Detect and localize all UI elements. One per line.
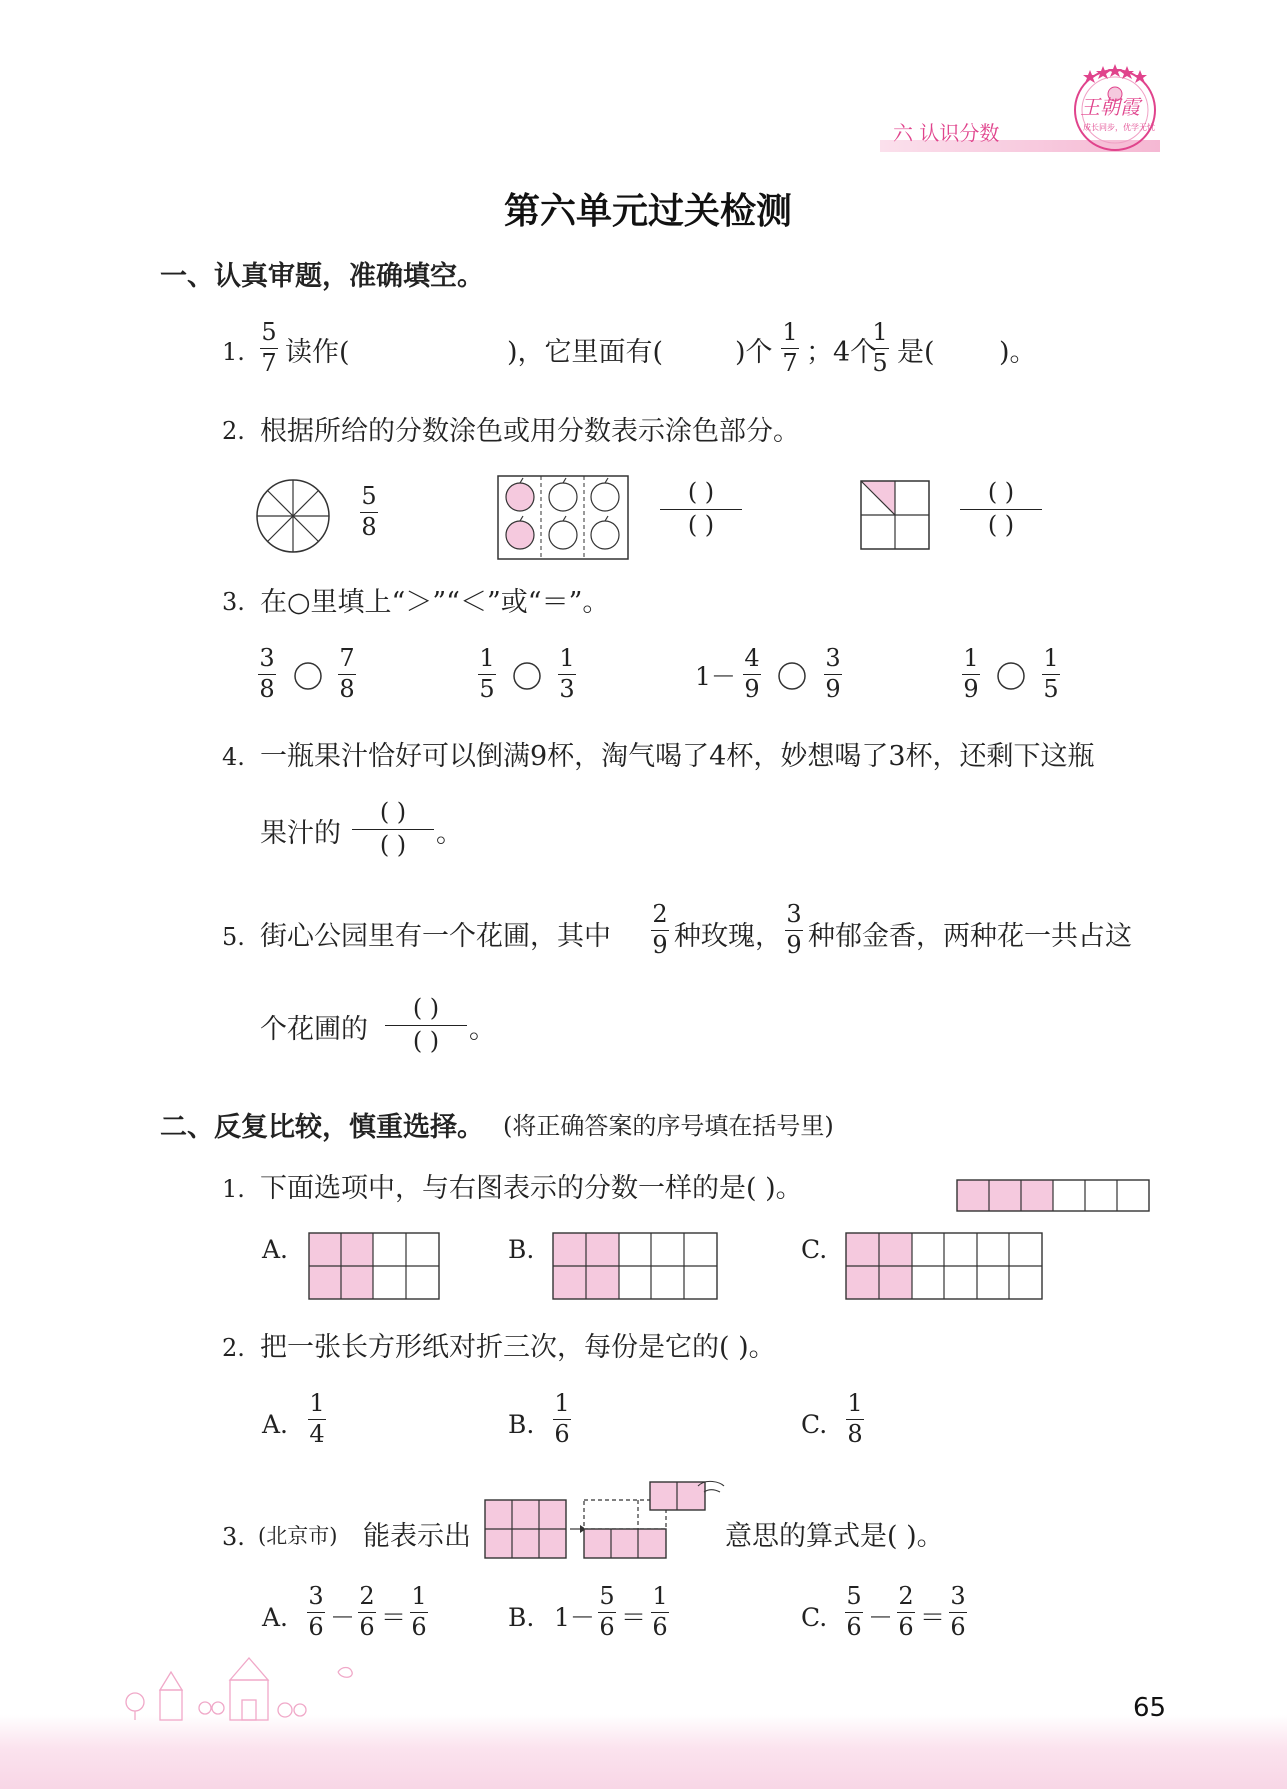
reference-strip-figure <box>956 1179 1150 1212</box>
q1-text: )个 <box>735 337 773 368</box>
option-label[interactable]: A. <box>262 1235 289 1264</box>
brand-subtitle: 成长同步，优学无忧 <box>1083 123 1155 132</box>
fraction: 3 8 <box>259 644 275 704</box>
fraction: 2 9 <box>652 900 668 960</box>
fraction: 1 5 <box>872 318 888 378</box>
q5-text: 种郁金香，两种花一共占这 <box>808 921 1132 952</box>
q3-number: 3. <box>222 588 245 616</box>
q1-text: 是( <box>897 337 935 368</box>
fold-diagram-figure <box>484 1480 729 1560</box>
q5-text: 种玫瑰， <box>674 921 782 952</box>
fraction: 1 6 <box>554 1389 570 1449</box>
fraction: 1 5 <box>479 644 495 704</box>
square-grid-figure <box>860 480 930 550</box>
q4-number: 4. <box>222 743 245 771</box>
chapter-label: 六 认识分数 <box>893 121 1000 145</box>
fraction: 1 4 <box>309 1389 325 1449</box>
fraction: 3 9 <box>786 900 802 960</box>
fraction: 1 8 <box>847 1389 863 1449</box>
apples-figure <box>497 475 629 560</box>
q2-number: 2. <box>222 417 245 445</box>
section1-heading: 一、认真审题，准确填空。 <box>160 261 484 292</box>
operator: ＝ <box>621 1603 647 1632</box>
fraction: 1 6 <box>652 1582 668 1642</box>
compare-circle[interactable] <box>512 661 542 691</box>
option-label[interactable]: A. <box>262 1410 289 1439</box>
page-number: 65 <box>1133 1693 1167 1723</box>
q1-text: ；4个 <box>806 337 878 368</box>
option-label[interactable]: B. <box>508 1235 535 1264</box>
section2-note: (将正确答案的序号填在括号里) <box>503 1112 834 1140</box>
answer-fraction-blank[interactable]: ( ) ( ) <box>660 480 742 538</box>
s2q2-text: 把一张长方形纸对折三次，每份是它的( )。 <box>260 1332 776 1363</box>
operator: ＝ <box>920 1603 946 1632</box>
castle-decoration-icon <box>120 1650 380 1720</box>
option-label[interactable]: B. <box>508 1603 535 1632</box>
fraction: 5 7 <box>261 318 277 378</box>
q4-text: 果汁的 <box>260 818 341 849</box>
q5-text: 街心公园里有一个花圃，其中 <box>260 921 611 952</box>
option-label[interactable]: C. <box>801 1410 828 1439</box>
q4-text: 一瓶果汁恰好可以倒满9杯，淘气喝了4杯，妙想喝了3杯，还剩下这瓶 <box>260 741 1095 772</box>
q1-number: 1. <box>222 338 245 366</box>
fraction: 1 7 <box>782 318 798 378</box>
option-label[interactable]: A. <box>262 1603 289 1632</box>
fraction: 3 6 <box>950 1582 966 1642</box>
fraction: 1 3 <box>559 644 575 704</box>
operator: － <box>868 1603 894 1632</box>
footer-band <box>0 1715 1287 1789</box>
s2q3-number: 3. <box>222 1523 245 1551</box>
q2-text: 根据所给的分数涂色或用分数表示涂色部分。 <box>260 416 800 447</box>
q1-text: 读作( <box>285 337 350 368</box>
option-label[interactable]: C. <box>801 1603 828 1632</box>
q5-text: 个花圃的 <box>260 1014 368 1045</box>
q4-end: 。 <box>436 818 463 849</box>
option-c-grid[interactable] <box>845 1232 1043 1300</box>
option-b-grid[interactable] <box>552 1232 718 1300</box>
q5-end: 。 <box>469 1014 496 1045</box>
answer-fraction-blank[interactable]: ( ) ( ) <box>385 996 467 1054</box>
operator: 1－ <box>554 1603 595 1632</box>
fraction: 5 6 <box>599 1582 615 1642</box>
s2q3-source: (北京市) <box>258 1524 338 1548</box>
s2q3-text: 能表示出 <box>363 1521 471 1552</box>
compare-circle[interactable] <box>293 661 323 691</box>
compare-circle[interactable] <box>996 661 1026 691</box>
circle-eighths-figure <box>255 478 331 554</box>
answer-fraction-blank[interactable]: ( ) ( ) <box>960 480 1042 538</box>
brand-name: 王朝霞 <box>1080 95 1140 119</box>
q5-number: 5. <box>222 923 245 951</box>
q1-text: )。 <box>999 337 1037 368</box>
fraction: 3 9 <box>825 644 841 704</box>
s2q1-text: 下面选项中，与右图表示的分数一样的是( )。 <box>260 1173 803 1204</box>
operator: － <box>330 1603 356 1632</box>
s2q1-number: 1. <box>222 1175 245 1203</box>
page-title: 第六单元过关检测 <box>504 191 793 232</box>
prefix-text: 1－ <box>695 662 736 691</box>
fraction: 1 9 <box>963 644 979 704</box>
option-label[interactable]: C. <box>801 1235 828 1264</box>
option-a-grid[interactable] <box>308 1232 440 1300</box>
fraction: 7 8 <box>339 644 355 704</box>
fraction: 1 6 <box>411 1582 427 1642</box>
s2q2-number: 2. <box>222 1334 245 1362</box>
fraction: 2 6 <box>898 1582 914 1642</box>
q1-text: )，它里面有( <box>507 337 664 368</box>
option-label[interactable]: B. <box>508 1410 535 1439</box>
q3-text: 在○里填上“＞”“＜”或“＝”。 <box>260 587 610 618</box>
fraction: 5 6 <box>846 1582 862 1642</box>
compare-circle[interactable] <box>777 661 807 691</box>
fraction: 5 8 <box>361 482 377 542</box>
operator: ＝ <box>381 1603 407 1632</box>
section2-heading: 二、反复比较，慎重选择。 <box>160 1112 484 1143</box>
answer-fraction-blank[interactable]: ( ) ( ) <box>352 800 434 858</box>
fraction: 1 5 <box>1043 644 1059 704</box>
fraction: 3 6 <box>308 1582 324 1642</box>
fraction: 2 6 <box>359 1582 375 1642</box>
fraction: 4 9 <box>744 644 760 704</box>
s2q3-text: 意思的算式是( )。 <box>725 1521 944 1552</box>
